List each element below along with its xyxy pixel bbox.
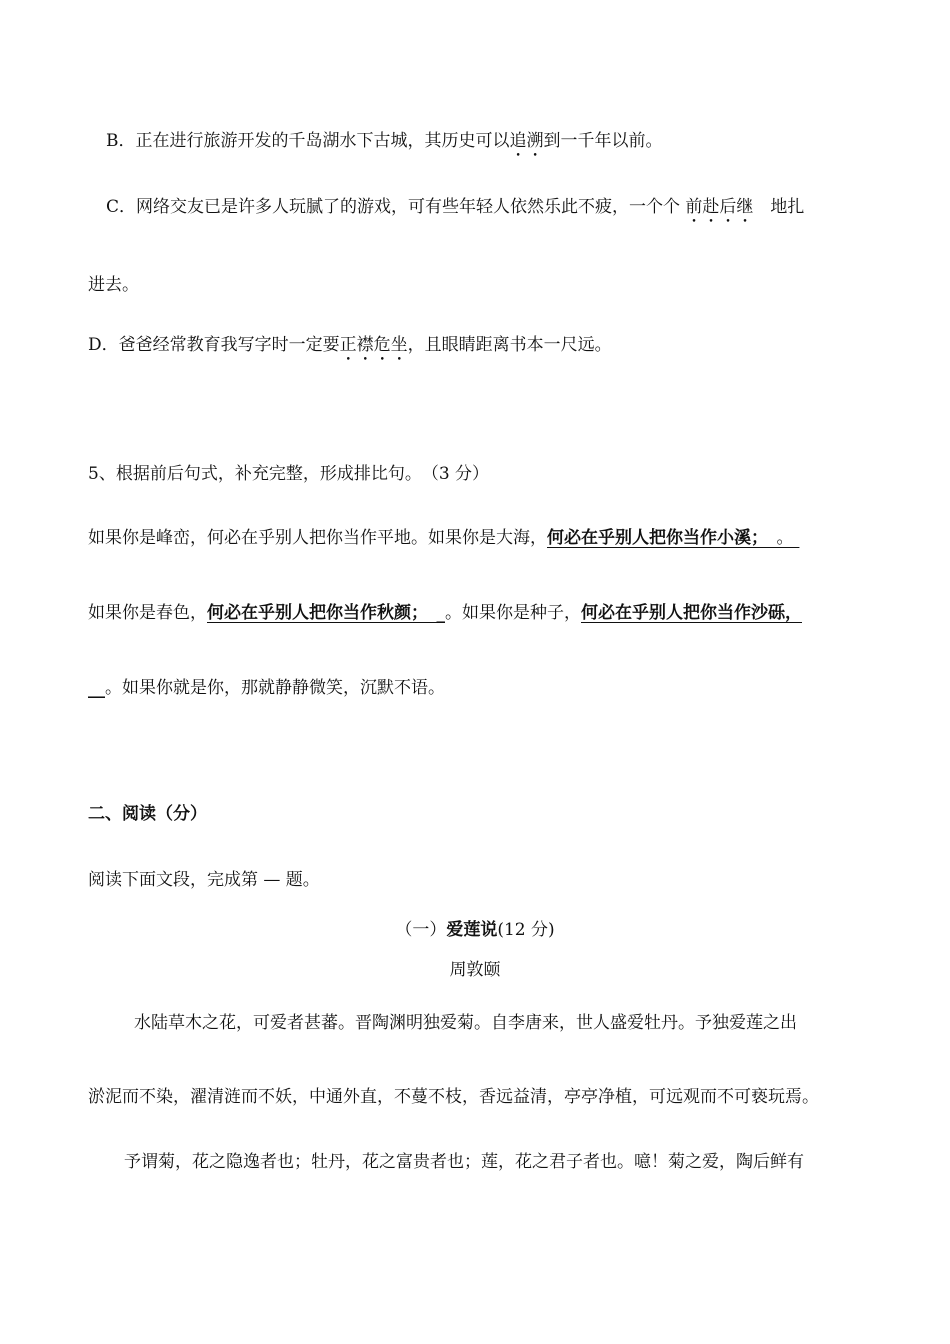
- q5-line-2-text: 如果你是春色，: [88, 603, 207, 623]
- q5-line-3: [88, 676, 445, 700]
- q5-answer-1: [547, 528, 799, 548]
- q5-line-1-text: 如果你是峰峦，何必在乎别人把你当作平地。如果你是大海，: [88, 528, 547, 548]
- q5-blank-3: __: [88, 678, 105, 698]
- poem-title-prefix: （一）: [395, 920, 447, 940]
- section-2-heading: 二、阅读（分）: [88, 804, 207, 824]
- option-c-tail: 地扎: [753, 197, 805, 217]
- q5-line-2-mid: 。如果你是种子，: [445, 603, 581, 623]
- option-b: [106, 129, 663, 161]
- q5-answer-2: 何必在乎别人把你当作秋颜；: [207, 603, 420, 623]
- poem-paragraph-1-cont: 淤泥而不染，濯清涟而不妖，中通外直，不蔓不枝，香远益清，亭亭净植，可远观而不可亵玩焉。: [88, 1087, 819, 1107]
- question-5-title: 5、根据前后句式，补充完整，形成排比句。 （3 分）: [88, 464, 490, 484]
- poem-paragraph-2: 予谓菊，花之隐逸者也；牡丹，花之富贵者也；莲，花之君子者也。噫！菊之爱，陶后鲜有: [124, 1152, 804, 1172]
- poem-paragraph-1: 水陆草木之花，可爱者甚蕃。晋陶渊明独爱菊。自李唐来，世人盛爱牡丹。予独爱莲之出: [134, 1013, 797, 1033]
- option-c: [106, 195, 804, 227]
- q5-answer-1-tail: 。: [759, 528, 794, 548]
- option-d-dotted-word: 正襟危坐: [339, 335, 408, 355]
- option-c-continuation: 进去。: [88, 275, 139, 295]
- option-d-tail: ，且眼睛距离书本一尺远。: [407, 335, 612, 355]
- poem-title: [0, 918, 950, 942]
- option-d: [88, 333, 612, 365]
- q5-line-3-text: 。如果你就是你，那就静静微笑，沉默不语。: [105, 678, 445, 698]
- q5-line-1: [88, 526, 799, 550]
- q5-blank-2: _: [419, 603, 445, 623]
- poem-title-name: 爱莲说: [446, 920, 498, 940]
- option-c-text: C．网络交友已是许多人玩腻了的游戏，可有些年轻人依然乐此不疲，一个个: [106, 197, 686, 217]
- reading-intro: 阅读下面文段，完成第 — 题。: [88, 870, 320, 890]
- option-d-text: D．爸爸经常教育我写字时一定要: [88, 335, 340, 355]
- option-c-dotted-word: 前赴后继: [685, 197, 754, 217]
- option-b-tail: 到一千年以前。: [543, 131, 663, 151]
- option-b-dotted-word: 追溯: [509, 131, 544, 151]
- q5-line-2: [88, 601, 802, 625]
- q5-answer-3: 何必在乎别人把你当作沙砾，: [581, 603, 802, 623]
- option-b-text: B．正在进行旅游开发的千岛湖水下古城，其历史可以: [106, 131, 510, 151]
- poem-author: 周敦颐: [449, 960, 501, 980]
- q5-answer-1-text: 何必在乎别人把你当作小溪；: [547, 528, 760, 548]
- poem-title-score: (12 分): [497, 920, 555, 940]
